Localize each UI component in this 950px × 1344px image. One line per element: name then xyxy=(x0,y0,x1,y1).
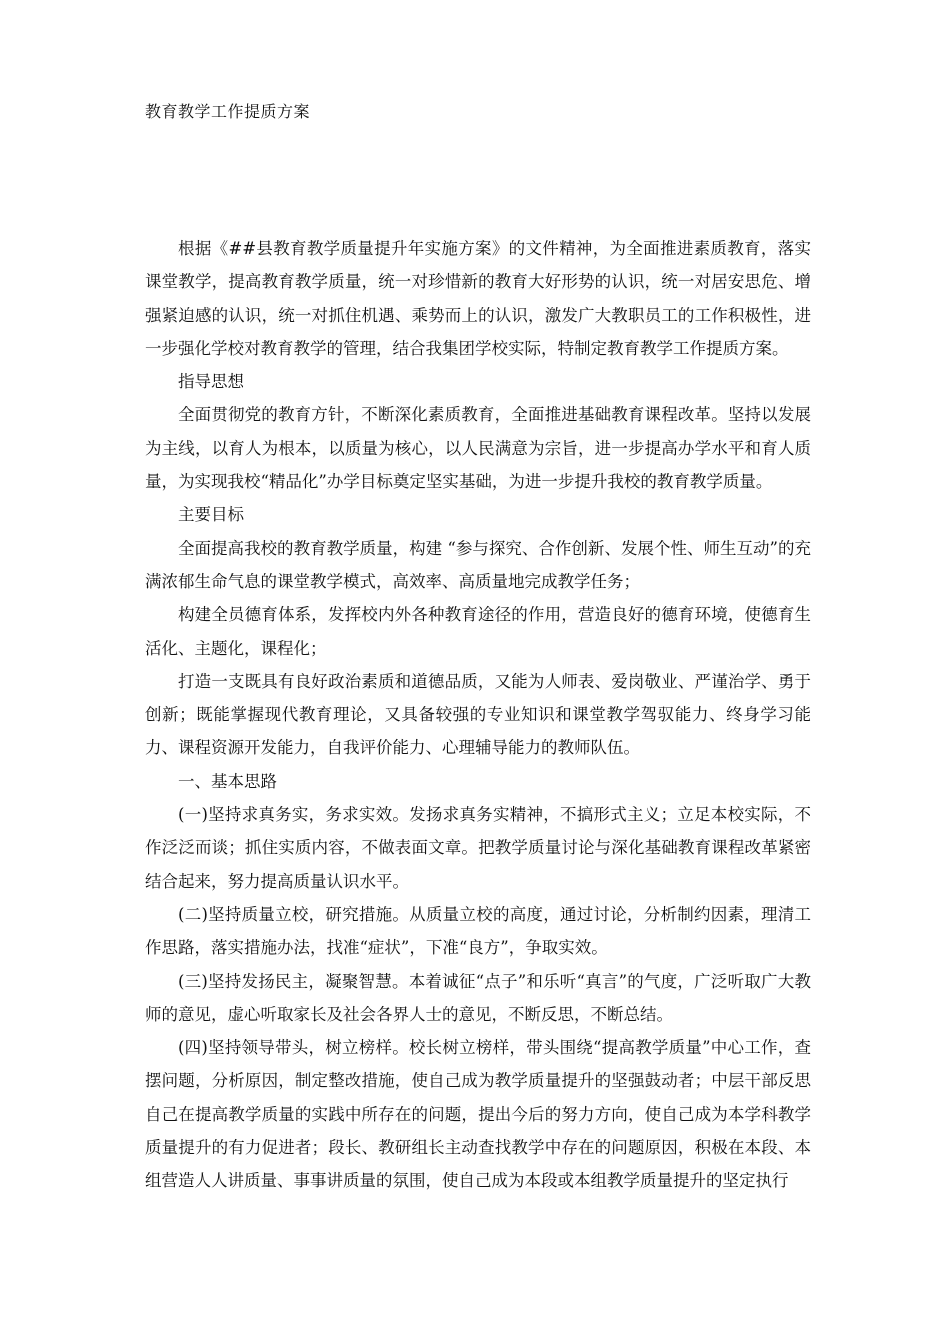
point-paragraph-3: (三)坚持发扬民主，凝聚智慧。本着诚征“点子”和乐听“真言”的气度，广泛听取广大教师的意见，虚心听取家长及社会各界人士的意见，不断反思，不断总结。 xyxy=(145,971,811,1024)
point-paragraph-2: (二)坚持质量立校，研究措施。从质量立校的高度，通过讨论，分析制约因素，理清工作思路，落实措施办法，找准“症状”，下准“良方”，争取实效。 xyxy=(145,904,811,958)
goal-paragraph-1: 全面提高我校的教育教学质量，构建 “参与探究、合作创新、发展个性、师生互动”的充满浓郁生命气息的课堂教学模式，高效率、高质量地完成教学任务； xyxy=(145,538,811,591)
goals-heading: 主要目标 xyxy=(178,505,244,525)
point-paragraph-4: (四)坚持领导带头，树立榜样。校长树立榜样，带头围绕“提高教学质量”中心工作，查摆问题，分析原因，制定整改措施，使自己成为教学质量提升的坚强鼓动者；中层干部反思自己在提高教学质量的实践中所存在的问题，提出今后的努力方向，使自己成为本学科教学质量提升的有力促进者；段长、教研组长主动查找教学中存在的问题原因，积极在本段、本组营造人人讲质量、事事讲质量的氛围，使自己成为本段或本组教学质量提升的坚定执行 xyxy=(145,1038,811,1191)
basic-ideas-heading: 一、基本思路 xyxy=(178,771,277,791)
goal-paragraph-3: 打造一支既具有良好政治素质和道德品质，又能为人师表、爱岗敬业、严谨治学、勇于创新；既能掌握现代教育理论，又具备较强的专业知识和课堂教学驾驭能力、终身学习能力、课程资源开发能力，自我评价能力、心理辅导能力的教师队伍。 xyxy=(145,671,811,758)
document-body xyxy=(145,232,811,1198)
intro-paragraph: 根据《##县教育教学质量提升年实施方案》的文件精神，为全面推进素质教育，落实课堂教学，提高教育教学质量，统一对珍惜新的教育大好形势的认识，统一对居安思危、增强紧迫感的认识，统一对抓住机遇、乘势而上的认识，激发广大教职员工的工作积极性，进一步强化学校对教育教学的管理，结合我集团学校实际，特制定教育教学工作提质方案。 xyxy=(145,239,811,358)
point-paragraph-1: (一)坚持求真务实，务求实效。发扬求真务实精神，不搞形式主义；立足本校实际，不作泛泛而谈；抓住实质内容，不做表面文章。把教学质量讨论与深化基础教育课程改革紧密结合起来，努力提高质量认识水平。 xyxy=(145,805,811,891)
goal-paragraph-2: 构建全员德育体系，发挥校内外各种教育途径的作用，营造良好的德育环境，使德育生活化、主题化，课程化； xyxy=(145,605,811,658)
document-title: 教育教学工作提质方案 xyxy=(145,102,311,121)
guiding-paragraph: 全面贯彻党的教育方针，不断深化素质教育，全面推进基础教育课程改革。坚持以发展为主线，以育人为根本，以质量为核心，以人民满意为宗旨，进一步提高办学水平和育人质量，为实现我校“精品化”办学目标奠定坚实基础，为进一步提升我校的教育教学质量。 xyxy=(145,405,811,492)
guiding-heading: 指导思想 xyxy=(178,372,244,392)
